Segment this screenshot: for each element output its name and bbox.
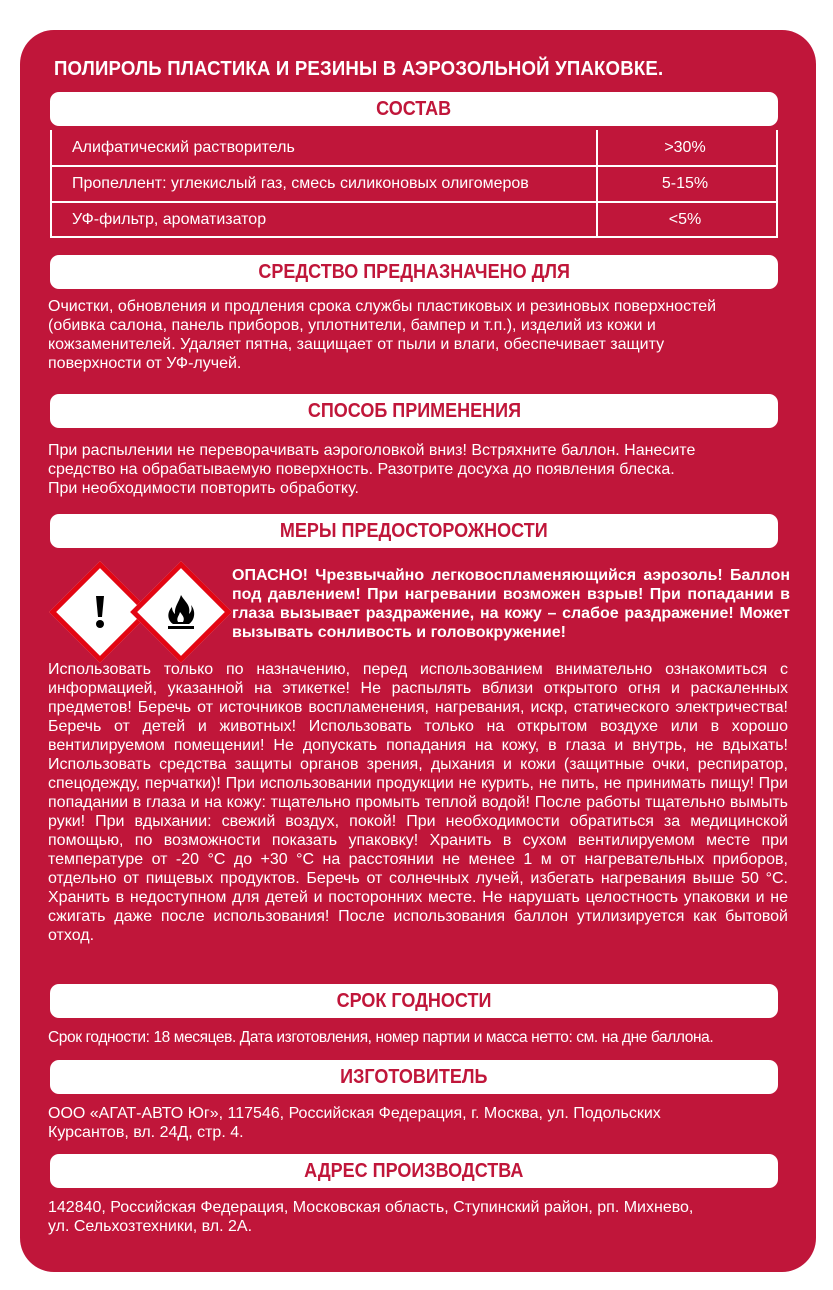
ghs-flame-pictogram xyxy=(130,561,232,663)
manufacturer-heading: ИЗГОТОВИТЕЛЬ xyxy=(50,1060,778,1094)
composition-row xyxy=(52,166,776,201)
text-line: Курсантов, вл. 24Д, стр. 4. xyxy=(48,1124,244,1141)
flame-icon xyxy=(161,592,201,632)
composition-row xyxy=(52,202,776,237)
production-address-heading: АДРЕС ПРОИЗВОДСТВА xyxy=(50,1154,778,1188)
purpose-heading: СРЕДСТВО ПРЕДНАЗНАЧЕНО ДЛЯ xyxy=(50,255,778,289)
product-label xyxy=(20,30,816,1272)
precautions-heading: МЕРЫ ПРЕДОСТОРОЖНОСТИ xyxy=(50,514,778,548)
text-line: (обивка салона, панель приборов, уплотнители, бампер и т.п.), изделий из кожи и xyxy=(48,317,656,334)
composition-table xyxy=(50,130,778,238)
text-line: поверхности от УФ-лучей. xyxy=(48,355,242,372)
composition-name: Пропеллент: углекислый газ, смесь силиконовых олигомеров xyxy=(72,174,529,192)
text-line: При необходимости повторить обработку. xyxy=(48,480,359,497)
composition-value: >30% xyxy=(664,138,706,156)
composition-name: Алифатический растворитель xyxy=(72,138,295,156)
text-line: При распылении не переворачивать аэроголовкой вниз! Встряхните баллон. Нанесите xyxy=(48,442,696,459)
composition-name: УФ-фильтр, ароматизатор xyxy=(72,210,267,228)
text-line: средство на обрабатываемую поверхность. Разотрите досуха до появления блеска. xyxy=(48,461,675,478)
exclamation-mark-icon xyxy=(80,592,120,632)
composition-value: 5-15% xyxy=(661,174,709,192)
purpose-text xyxy=(48,297,788,373)
composition-row xyxy=(52,130,776,165)
text-line: кожзаменителей. Удаляет пятна, защищает от пыли и влаги, обеспечивает защиту xyxy=(48,336,665,353)
usage-text xyxy=(48,441,788,498)
text-line: 142840, Российская Федерация, Московская область, Ступинский район, рп. Михнево, xyxy=(48,1199,694,1216)
composition-heading: СОСТАВ xyxy=(50,92,778,126)
manufacturer-text xyxy=(48,1104,788,1142)
precautions-text: Использовать только по назначению, перед использованием внимательно ознакомиться с информацией, указанной на этикетке! Не распылять вблизи открытого огня и раскаленных предметов! Беречь от источников воспламенения, нагревания, искр, статического электричества! Беречь от детей и животных! Использовать только на открытом воздухе или в хорошо вентилируемом помещении! Не допускать попадания на кожу, в глаза и внутрь, не вдыхать! Использовать средства защиты органов зрения, дыхания и кожи (защитные очки, респиратор, спецодежду, перчатки)! При использовании продукции не курить, не пить, не принимать пищу! При попадании в глаза и на кожу: тщательно промыть теплой водой! После работы тщательно вымыть руки! При вдыхании: свежий воздух, покой! При необходимости обратиться за медицинской помощью, по возможности показать упаковку! Хранить в сухом вентилируемом месте при температуре от -20 °С до +30 °С на расстоянии не менее 1 м от нагревательных приборов, отдельно от пищевых продуктов. Беречь от солнечных лучей, избегать нагревания выше 50 °С. Хранить в недоступном для детей и посторонних месте. Не нарушать целостность упаковки и не сжигать даже после использования! После использования баллон утилизируется как бытовой отход. xyxy=(48,661,788,944)
shelf-life-text: Срок годности: 18 месяцев. Дата изготовления, номер партии и масса нетто: см. на дне баллона. xyxy=(48,1029,714,1046)
production-address-text xyxy=(48,1198,788,1236)
text-line: ул. Сельхозтехники, вл. 2А. xyxy=(48,1218,253,1235)
danger-statement: ОПАСНО! Чрезвычайно легковоспламеняющийся аэрозоль! Баллон под давлением! При нагревании возможен взрыв! При попадании в глаза вызывает раздражение, на кожу – слабое раздражение! Может вызывать сонливость и головокружение! xyxy=(232,567,790,641)
product-title: ПОЛИРОЛЬ ПЛАСТИКА И РЕЗИНЫ В АЭРОЗОЛЬНОЙ УПАКОВКЕ. xyxy=(54,58,664,80)
composition-value: <5% xyxy=(668,210,702,228)
usage-heading: СПОСОБ ПРИМЕНЕНИЯ xyxy=(50,394,778,428)
text-line: ООО «АГАТ-АВТО Юг», 117546, Российская Федерация, г. Москва, ул. Подольских xyxy=(48,1105,661,1122)
text-line: Очистки, обновления и продления срока службы пластиковых и резиновых поверхностей xyxy=(48,298,717,315)
shelf-life-heading: СРОК ГОДНОСТИ xyxy=(50,984,778,1018)
